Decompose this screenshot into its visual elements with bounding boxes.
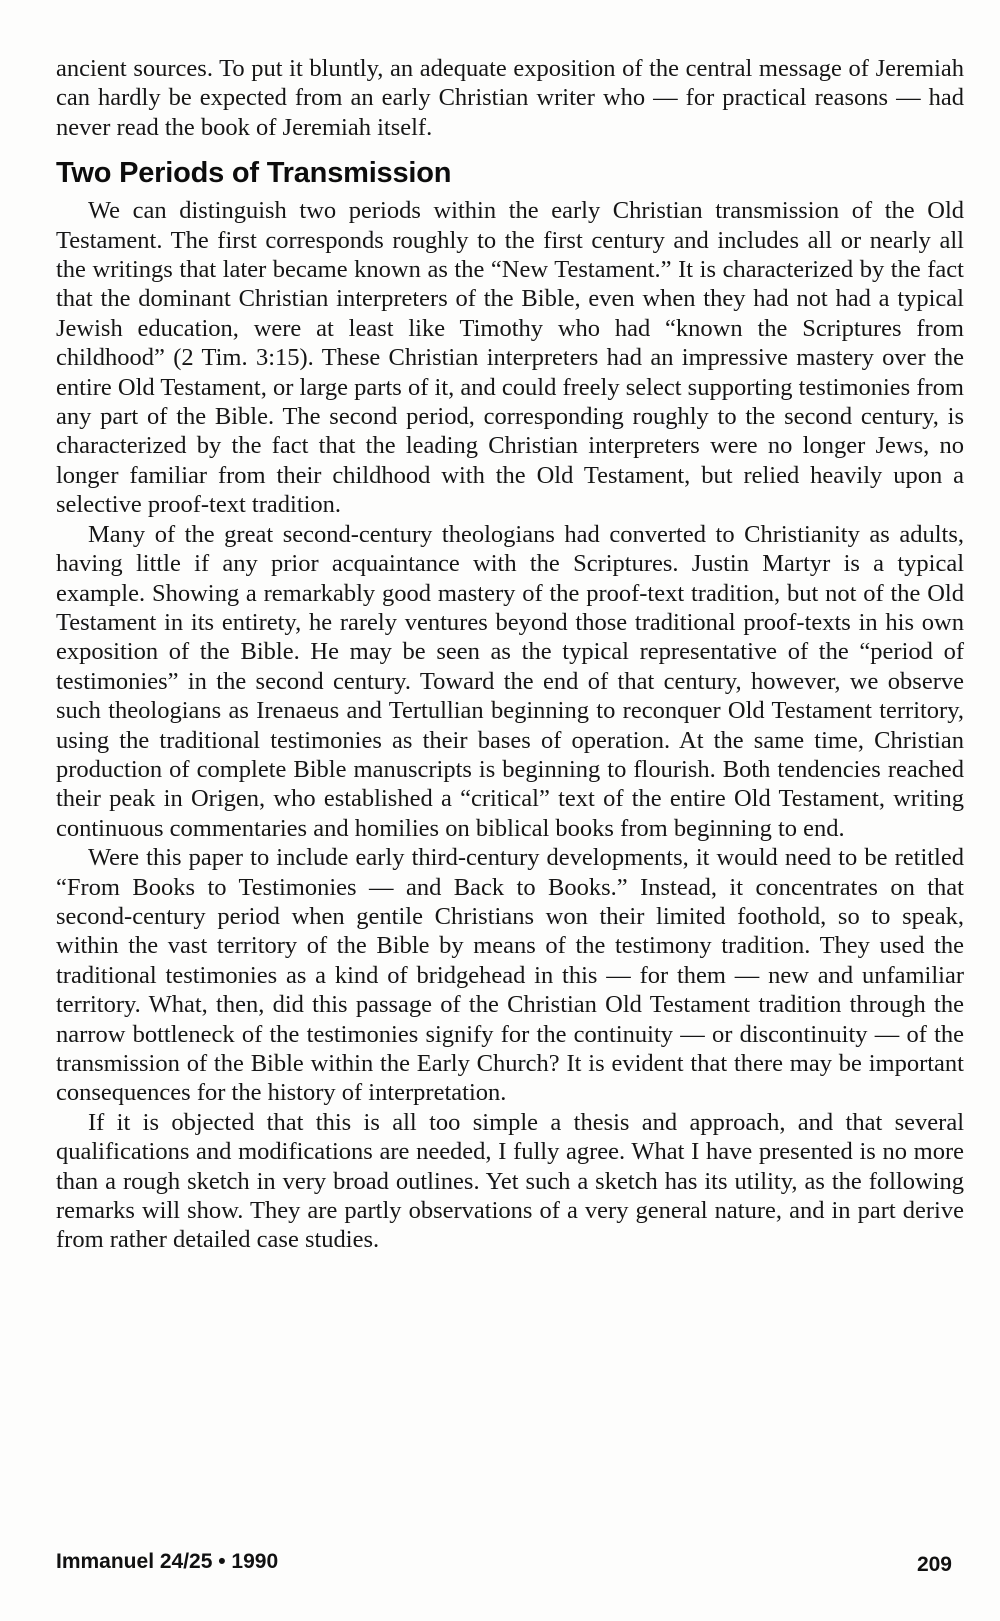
paragraph: Were this paper to include early third-century developments, it would need to be retitled “From Books to Testimonies — and Back to Books.” Instead, it concentrates on that second-century period when gentile Christians won their limited foothold, so to speak, within the vast territory of the Bible by means of the testimony tradition. They used the traditional testimonies as a kind of bridgehead in this — for them — new and unfamiliar territory. What, then, did this passage of the Christian Old Testament tradition through the narrow bottleneck of the testimonies signify for the continuity — or discontinuity — of the transmission of the Bible within the Early Church? It is evident that there may be important consequences for the history of interpretation. xyxy=(56,844,964,1107)
paragraph: We can distinguish two periods within the early Christian transmission of the Old Testament. The first corresponds roughly to the first century and includes all or nearly all the writings that later became known as the “New Testament.” It is characterized by the fact that the dominant Christian interpreters of the Bible, even when they had not had a typical Jewish education, were at least like Timothy who had “known the Scriptures from childhood” (2 Tim. 3:15). These Christian interpreters had an impressive mastery over the entire Old Testament, or large parts of it, and could freely select supporting testimonies from any part of the Bible. The second period, corresponding roughly to the second century, is characterized by the fact that the leading Christian interpreters were no longer Jews, no longer familiar from their childhood with the Old Testament, but relied heavily upon a selective proof-text tradition. xyxy=(56,197,964,519)
paragraph: Many of the great second-century theologians had converted to Christianity as adults, having little if any prior acquaintance with the Scriptures. Justin Martyr is a typical example. Showing a remarkably good mastery of the proof-text tradition, but not of the Old Testament in its entirety, he rarely ventures beyond those traditional proof-texts in his own exposition of the Bible. He may be seen as the typical representative of the “period of testimonies” in the second century. Toward the end of that century, however, we observe such theologians as Irenaeus and Tertullian beginning to reconquer Old Testament territory, using the traditional testimonies as their bases of operation. At the same time, Christian production of complete Bible manuscripts is beginning to flourish. Both tendencies reached their peak in Origen, who established a “critical” text of the entire Old Testament, writing continuous commentaries and homilies on biblical books from beginning to end. xyxy=(56,520,964,842)
page-number: 209 xyxy=(916,1553,952,1576)
section-heading: Two Periods of Transmission xyxy=(56,157,452,190)
journal-citation: Immanuel 24/25 • 1990 xyxy=(56,1550,279,1573)
intro-paragraph: ancient sources. To put it bluntly, an adequate exposition of the central message of Jeremiah can hardly be expected from an early Christian writer who — for practical reasons — had never read the book of Jeremiah itself. xyxy=(56,55,964,141)
article-body xyxy=(56,54,964,1255)
paragraph: If it is objected that this is all too simple a thesis and approach, and that several qualifications and modifications are needed, I fully agree. What I have presented is no more than a rough sketch in very broad outlines. Yet such a sketch has its utility, as the following remarks will show. They are partly observations of a very general nature, and in part derive from rather detailed case studies. xyxy=(56,1108,964,1254)
